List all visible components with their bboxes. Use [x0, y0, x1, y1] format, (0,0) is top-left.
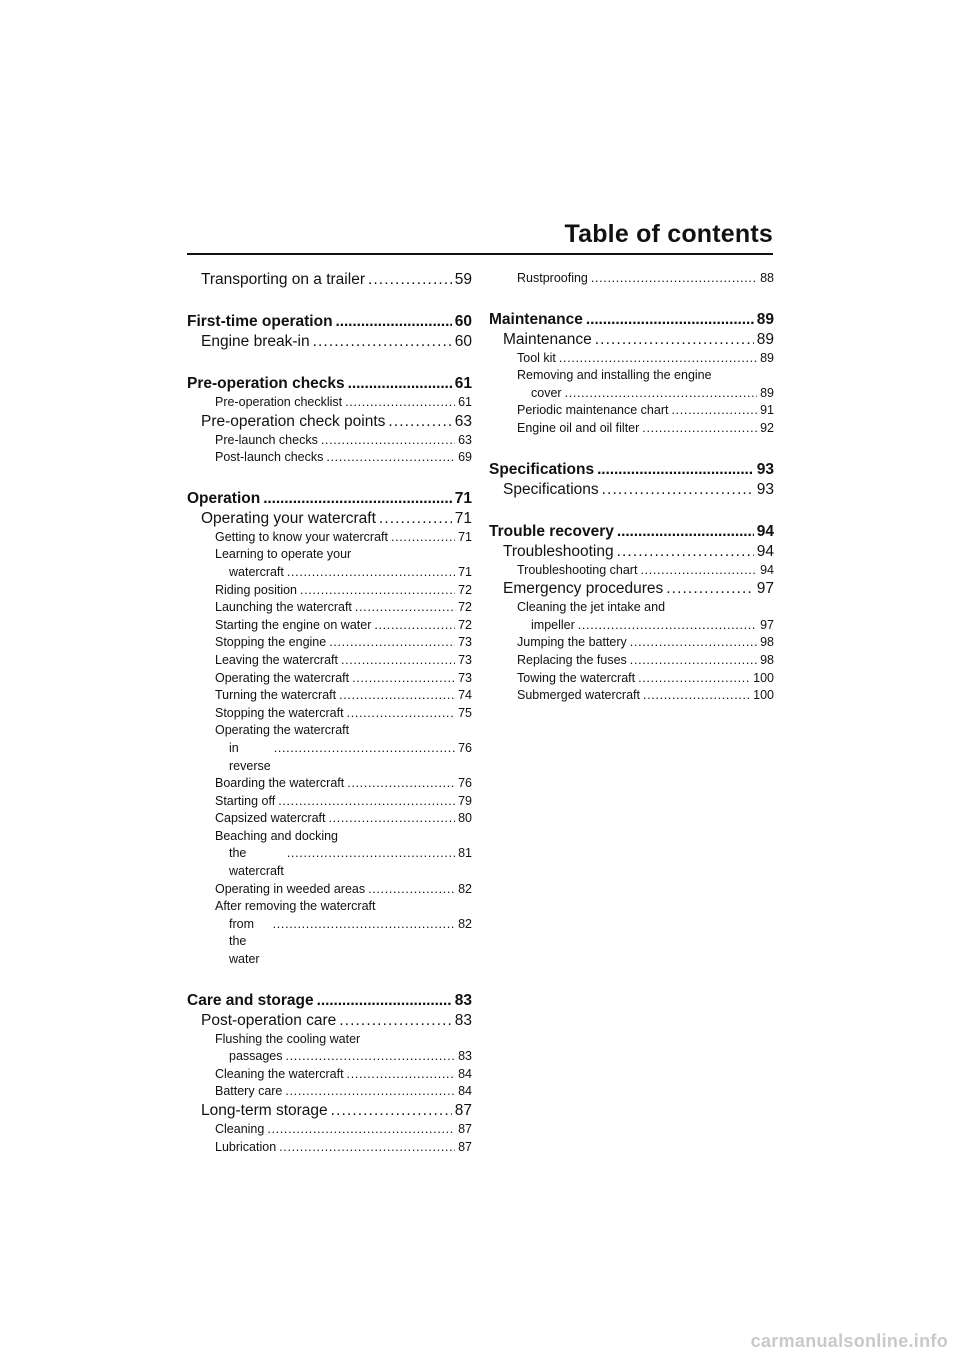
toc-leader: [331, 1101, 452, 1121]
toc-entry-title: Removing and installing the engine: [517, 368, 712, 383]
toc-entry-continuation: [215, 1048, 472, 1066]
toc-entry-section[interactable]: [489, 330, 774, 350]
toc-entry-subsection[interactable]: [187, 793, 472, 811]
toc-entry-subsection[interactable]: [187, 599, 472, 617]
toc-entry-title: Pre-operation checks: [187, 375, 345, 392]
toc-page-number: 60: [454, 313, 472, 330]
toc-entry-subsection[interactable]: [187, 1083, 472, 1101]
toc-page-number: 72: [458, 600, 472, 615]
toc-entry-subsection[interactable]: [489, 350, 774, 368]
toc-entry-chapter[interactable]: [187, 991, 472, 1011]
toc-entry-title: First-time operation: [187, 313, 333, 330]
toc-entry-title: Trouble recovery: [489, 522, 614, 540]
toc-leader: [279, 1139, 455, 1157]
toc-entry-subsection[interactable]: [187, 432, 472, 450]
toc-leader: [328, 810, 455, 828]
toc-entry-title: Pre-launch checks: [215, 432, 318, 447]
toc-page-number: 100: [753, 688, 774, 703]
toc-entry-title: Starting off: [215, 793, 276, 808]
toc-page-number: 88: [760, 271, 774, 285]
toc-page-number: 100: [753, 670, 774, 685]
toc-entry-title: Rustproofing: [517, 271, 588, 285]
page-title: Table of contents: [564, 220, 773, 248]
toc-page-number: 97: [756, 580, 774, 598]
toc-entry-title: Pre-operation check points: [201, 412, 386, 430]
toc-page-number: 84: [458, 1084, 472, 1099]
toc-entry-subsection[interactable]: [489, 367, 774, 402]
toc-leader: [643, 687, 750, 705]
toc-page-number: 83: [454, 991, 472, 1009]
toc-page-number: 80: [458, 811, 472, 826]
toc-entry-subsection[interactable]: [187, 1031, 472, 1066]
toc-entry-continuation: [215, 740, 472, 775]
toc-entry-subsection[interactable]: [187, 394, 472, 412]
toc-page-number: 87: [458, 1122, 472, 1136]
toc-page-number: 94: [756, 542, 774, 560]
toc-page-number: 59: [454, 271, 472, 288]
toc-entry-title-cont: cover: [531, 385, 562, 400]
toc-leader: [630, 634, 757, 652]
toc-page-number: 76: [458, 776, 472, 791]
toc-page-number: 63: [458, 432, 472, 447]
toc-leader: [339, 1011, 451, 1031]
toc-entry-subsection[interactable]: [187, 687, 472, 705]
toc-leader: [617, 522, 754, 542]
toc-leader: [336, 312, 452, 332]
toc-entry-title: Getting to know your watercraft: [215, 529, 388, 544]
toc-entry-title: Cleaning the watercraft: [215, 1066, 344, 1081]
toc-leader: [263, 489, 452, 509]
toc-leader: [345, 394, 455, 412]
toc-leader: [642, 420, 757, 438]
toc-entry-subsection[interactable]: [489, 562, 774, 580]
toc-entry-title: Maintenance: [503, 330, 592, 348]
toc-entry-subsection[interactable]: [187, 546, 472, 581]
toc-page-number: 71: [454, 489, 472, 507]
toc-leader: [671, 402, 757, 420]
toc-entry-title-cont: in reverse: [229, 740, 271, 773]
toc-leader: [285, 1083, 455, 1101]
toc-leader: [287, 845, 455, 863]
toc-entry-title: Operating in weeded areas: [215, 881, 366, 896]
toc-page-number: 73: [458, 652, 472, 667]
toc-leader: [326, 449, 455, 467]
toc-entry-title-cont: impeller: [531, 617, 575, 632]
toc-page-number: 71: [458, 529, 472, 544]
toc-leader: [317, 991, 452, 1011]
toc-leader: [267, 1121, 455, 1139]
toc-entry-section[interactable]: [187, 1011, 472, 1031]
toc-leader: [273, 916, 455, 934]
toc-leader: [374, 617, 455, 635]
toc-page-number: 89: [756, 310, 774, 328]
watermark: carmanualsonline.info: [750, 1331, 948, 1351]
toc-entry-title: Periodic maintenance chart: [517, 403, 669, 418]
toc-leader: [300, 582, 455, 600]
toc-entry-title: Riding position: [215, 582, 297, 597]
toc-entry-section[interactable]: [489, 542, 774, 562]
toc-entry-subsection[interactable]: [187, 810, 472, 828]
toc-entry-continuation: [517, 617, 774, 635]
toc-leader: [379, 509, 452, 529]
toc-entry-subsection[interactable]: [187, 898, 472, 968]
toc-leader: [321, 432, 455, 450]
toc-entry-title: Jumping the battery: [517, 635, 627, 650]
toc-entry-subsection[interactable]: [489, 634, 774, 652]
toc-entry-title: Boarding the watercraft: [215, 776, 345, 791]
toc-page-number: 87: [458, 1139, 472, 1154]
toc-page-number: 92: [760, 420, 774, 435]
toc-entry-subsection[interactable]: [187, 881, 472, 899]
toc-page-number: 94: [756, 522, 774, 540]
toc-entry-title-cont: watercraft: [229, 564, 284, 579]
toc-entry-subsection[interactable]: [187, 449, 472, 467]
toc-entry-subsection[interactable]: [489, 599, 774, 634]
toc-page-number: 89: [760, 385, 774, 400]
toc-entry-subsection[interactable]: [187, 705, 472, 723]
toc-entry-title: Learning to operate your: [215, 547, 352, 562]
toc-page-number: 60: [454, 333, 472, 350]
toc-entry-subsection[interactable]: [187, 634, 472, 652]
toc-page-number: 82: [458, 916, 472, 931]
toc-leader: [638, 670, 750, 688]
toc-entry-title: Engine break-in: [201, 333, 310, 350]
toc-entry-subsection[interactable]: [187, 529, 472, 547]
toc-leader: [287, 564, 455, 582]
toc-page-number: 98: [760, 635, 774, 650]
toc-entry-continuation: [215, 916, 472, 969]
toc-entry-chapter[interactable]: [489, 310, 774, 330]
toc-entry-subsection[interactable]: [187, 722, 472, 775]
toc-entry-title: Flushing the cooling water: [215, 1031, 361, 1046]
toc-entry-section[interactable]: [187, 412, 472, 432]
toc-entry-title: Turning the watercraft: [215, 688, 337, 703]
toc-leader: [274, 740, 455, 758]
toc-entry-title: Specifications: [489, 460, 595, 478]
toc-page-number: 63: [454, 412, 472, 430]
toc-leader: [329, 634, 455, 652]
toc-page-number: 97: [760, 617, 774, 632]
toc-entry-title: Tool kit: [517, 350, 556, 365]
toc-page-number: 79: [458, 793, 472, 808]
toc-entry-title: Troubleshooting chart: [517, 562, 638, 577]
toc-entry-subsection[interactable]: [187, 1066, 472, 1084]
toc-leader: [347, 705, 456, 723]
toc-entry-subsection[interactable]: [187, 828, 472, 881]
toc-leader: [559, 350, 757, 368]
toc-entry-subsection[interactable]: [187, 652, 472, 670]
toc-leader: [591, 270, 757, 288]
toc-entry-title: Maintenance: [489, 310, 583, 328]
toc-entry-subsection[interactable]: [489, 270, 774, 288]
toc-entry-chapter[interactable]: [489, 460, 774, 480]
toc-leader: [368, 881, 455, 899]
toc-entry-title: Pre-operation checklist: [215, 395, 343, 409]
toc-leader: [391, 529, 455, 547]
toc-page-number: 71: [458, 564, 472, 579]
toc-entry-title: Specifications: [503, 480, 599, 498]
toc-entry-section[interactable]: [489, 480, 774, 500]
toc-leader: [578, 617, 757, 635]
toc-entry-title: Operating the watercraft: [215, 670, 350, 685]
toc-entry-subsection[interactable]: [489, 420, 774, 438]
toc-leader: [597, 460, 754, 480]
toc-entry-subsection[interactable]: [187, 1139, 472, 1157]
toc-entry-title: Capsized watercraft: [215, 811, 326, 826]
toc-page-number: 72: [458, 582, 472, 597]
toc-entry-continuation: [517, 385, 774, 403]
toc-page-number: 73: [458, 670, 472, 685]
toc-entry-title: Towing the watercraft: [517, 670, 636, 685]
toc-leader: [586, 310, 754, 330]
toc-leader: [617, 542, 754, 562]
toc-page-number: 81: [458, 846, 472, 861]
toc-entry-title: Stopping the watercraft: [215, 705, 344, 720]
toc-page-number: 61: [454, 375, 472, 392]
toc-entry-subsection[interactable]: [187, 1121, 472, 1139]
toc-entry-title-cont: the watercraft: [229, 846, 284, 879]
toc-page-number: 69: [458, 450, 472, 465]
toc-page-number: 98: [760, 652, 774, 667]
toc-page-number: 89: [760, 350, 774, 365]
toc-leader: [630, 652, 757, 670]
toc-entry-title: After removing the watercraft: [215, 899, 376, 914]
toc-entry-section[interactable]: [489, 579, 774, 599]
toc-entry-title: Care and storage: [187, 991, 314, 1009]
toc-entry-title: Transporting on a trailer: [201, 271, 365, 288]
toc-page-number: 61: [458, 395, 472, 409]
toc-page-number: 84: [458, 1066, 472, 1081]
toc-page-number: 83: [458, 1049, 472, 1064]
toc-leader: [355, 599, 455, 617]
toc-leader: [388, 412, 451, 432]
toc-entry-subsection[interactable]: [187, 582, 472, 600]
toc-page-number: 94: [760, 562, 774, 577]
toc-entry-subsection[interactable]: [489, 670, 774, 688]
toc-leader: [640, 562, 757, 580]
toc-entry-title: Leaving the watercraft: [215, 652, 338, 667]
toc-leader: [595, 330, 754, 350]
toc-page-number: 71: [454, 509, 472, 527]
toc-entry-section[interactable]: [187, 1101, 472, 1121]
toc-entry-continuation: [215, 845, 472, 880]
toc-page-number: 82: [458, 881, 472, 896]
title-rule: [187, 253, 773, 255]
toc-leader: [339, 687, 455, 705]
toc-entry-subsection[interactable]: [187, 670, 472, 688]
toc-entry-section[interactable]: [187, 332, 472, 352]
toc-page-number: 74: [458, 688, 472, 703]
toc-entry-title: Starting the engine on water: [215, 617, 372, 632]
toc-right-column: [489, 270, 774, 705]
toc-page-number: 73: [458, 635, 472, 650]
toc-page-number: 93: [756, 480, 774, 498]
toc-entry-chapter[interactable]: [187, 374, 472, 394]
toc-left-column: [187, 270, 472, 1156]
toc-entry-title: Replacing the fuses: [517, 652, 627, 667]
toc-entry-chapter[interactable]: [187, 312, 472, 332]
toc-leader: [347, 775, 455, 793]
toc-page-number: 75: [458, 705, 472, 720]
toc-entry-title: Launching the watercraft: [215, 600, 352, 615]
toc-entry-section[interactable]: [187, 509, 472, 529]
toc-entry-title: Cleaning: [215, 1122, 265, 1136]
toc-leader: [368, 270, 452, 290]
toc-entry-title: Troubleshooting: [503, 542, 614, 560]
toc-page-number: 76: [458, 740, 472, 755]
toc-entry-title: Long-term storage: [201, 1102, 328, 1119]
toc-entry-title: Operating the watercraft: [215, 723, 350, 738]
toc-entry-title: Post-operation care: [201, 1011, 337, 1029]
toc-entry-subsection[interactable]: [187, 775, 472, 793]
toc-entry-title: Submerged watercraft: [517, 688, 640, 703]
toc-entry-continuation: [215, 564, 472, 582]
toc-entry-chapter[interactable]: [187, 489, 472, 509]
toc-entry-title: Operation: [187, 489, 261, 507]
toc-entry-subsection[interactable]: [187, 617, 472, 635]
toc-entry-title: Stopping the engine: [215, 635, 327, 650]
toc-page-number: 87: [454, 1102, 472, 1119]
toc-entry-title: Battery care: [215, 1084, 283, 1099]
toc-leader: [602, 480, 754, 500]
toc-entry-title: Beaching and docking: [215, 828, 339, 843]
toc-entry-title: Engine oil and oil filter: [517, 420, 640, 435]
toc-leader: [347, 1066, 456, 1084]
toc-page-number: 89: [756, 330, 774, 348]
toc-leader: [341, 652, 455, 670]
toc-entry-subsection[interactable]: [489, 687, 774, 705]
toc-entry-title: Lubrication: [215, 1139, 277, 1154]
toc-entry-chapter[interactable]: [489, 522, 774, 542]
toc-leader: [666, 579, 754, 599]
toc-page-number: 72: [458, 617, 472, 632]
toc-entry-title: Cleaning the jet intake and: [517, 600, 666, 615]
toc-page-number: 83: [454, 1011, 472, 1029]
toc-leader: [313, 332, 452, 352]
toc-page-number: 93: [756, 460, 774, 478]
toc-leader: [565, 385, 758, 403]
toc-entry-subsection[interactable]: [489, 652, 774, 670]
toc-leader: [352, 670, 455, 688]
toc-leader: [286, 1048, 456, 1066]
toc-entry-section[interactable]: [187, 270, 472, 290]
toc-entry-title-cont: passages: [229, 1049, 283, 1064]
toc-entry-title: Emergency procedures: [503, 580, 664, 598]
toc-entry-title: Post-launch checks: [215, 450, 324, 465]
toc-page-number: 91: [760, 403, 774, 418]
toc-leader: [278, 793, 455, 811]
toc-entry-subsection[interactable]: [489, 402, 774, 420]
toc-entry-title-cont: from the water: [229, 916, 260, 967]
toc-entry-title: Operating your watercraft: [201, 509, 376, 527]
toc-leader: [348, 374, 452, 394]
